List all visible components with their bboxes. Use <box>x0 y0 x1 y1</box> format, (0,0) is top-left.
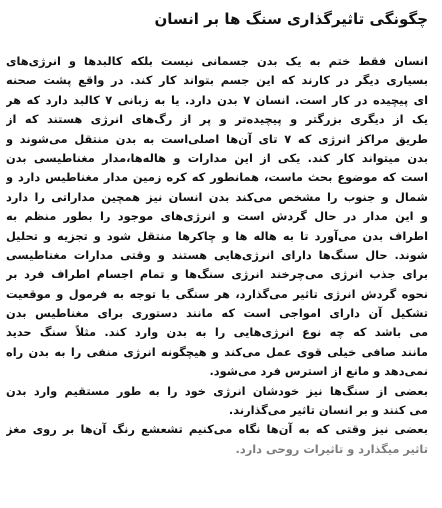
paragraph-3 <box>6 420 428 459</box>
text-line: نمی‌دهد و مانع از استرس فرد می‌شود. <box>209 364 428 379</box>
text-line: تاثیر میگذارد و تاثیرات روحی دارد. <box>235 441 428 456</box>
text-line: و این مدار در حال گردش است و انرژی‌های موجود را بطور منظم به <box>6 209 428 224</box>
text-line: بدن میتواند کار کند. یکی از این مدارات و هاله‌ها،مدار مغناطیسی بدن <box>6 150 428 165</box>
text-line: ای پیچیده در کار است. انسان ۷ بدن دارد. یا به زبانی ۷ کالبد دارد که هر <box>6 92 428 107</box>
text-line: می کنند و بر انسان تاثیر می‌گذارند. <box>228 403 428 418</box>
text-line: اطراف بدن می‌آورد تا به هاله ها و چاکرها منتقل شود و تجزیه و تحلیل <box>6 228 428 243</box>
text-line: مانند صافی خیلی قوی عمل می‌کند و هیچگونه انرژی منفی را به بدن راه <box>6 344 428 359</box>
page-title: چگونگی تاثیرگذاری سنگ ها بر انسان <box>154 10 428 28</box>
paragraph-1 <box>6 52 428 382</box>
text-line: انسان فقط ختم به یک بدن جسمانی نیست بلکه کالبدها و انرژی‌های <box>6 54 428 68</box>
paragraph-2 <box>6 382 428 421</box>
text-line: برای جذب انرژی می‌چرخند انرژی سنگ‌ها و تمام اجسام اطراف فرد بر <box>6 267 428 282</box>
text-line: بعضی نیز وقتی که به آن‌ها نگاه می‌کنیم تشعشع رنگ آن‌ها بر روی مغز <box>6 422 428 437</box>
text-line: نحوه گردش انرژی تاثیر می‌گذارد، هر سنگی با توجه به فرمول و موقعیت <box>6 286 428 301</box>
text-line: است که موضوع بحث ماست، همانطور که کره زمین مدار مغناطیس دارد و <box>6 170 428 185</box>
text-line: بعضی از سنگ‌ها نیز خودشان انرژی خود را به طور مستقیم وارد بدن <box>6 383 428 398</box>
text-line: شوند. حال سنگ‌ها دارای انرژی‌هایی هستند و وقتی مدارات مغناطیسی <box>6 247 428 262</box>
text-line: طریق مراکز انرژی که ۷ تای آن‌ها اصلی‌است به بدن منتقل می‌شوند و <box>6 131 428 146</box>
text-line: شمال و جنوب را مشخص می‌کند بدن انسان نیز همچین مداراتی را دارد <box>6 189 428 204</box>
document-body <box>6 52 428 459</box>
text-line: یک از دیگری بزرگتر و پیچیده‌تر و پر از رگ‌های انرژی هستند که از <box>6 112 428 127</box>
text-line: بسیاری دیگر در کارند که این جسم بتواند کار کند. در واقع پشت صحنه <box>6 73 428 88</box>
text-line: تشکیل آن دارای امواجی است که مانند دستوری برای مغناطیس بدن <box>6 306 428 321</box>
text-line: می باشد که چه نوع انرژی‌هایی را به بدن وارد کند. مثلاً سنگ حدید <box>6 325 428 340</box>
